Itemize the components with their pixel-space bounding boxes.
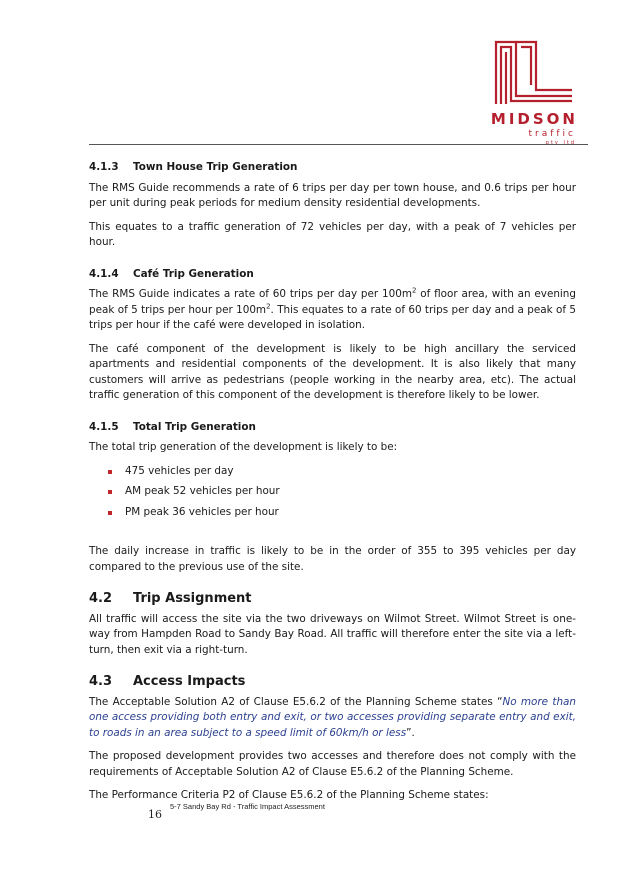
- paragraph: The proposed development provides two accesses and therefore does not comply with the requirements of Acceptable Solution A2 of Clause E5.6.2 of the Planning Scheme.: [89, 750, 576, 778]
- section-number: 4.3: [89, 674, 113, 689]
- section-number: 4.1.5: [89, 420, 119, 433]
- bullet-icon: [108, 470, 112, 474]
- text-run: . This equates to a rate of 60 trips per day and a peak of 5 trips per hour if the café were developed in isolation.: [89, 303, 576, 331]
- text-run: ”.: [406, 726, 415, 739]
- list-item: [89, 464, 576, 480]
- section-title: Total Trip Generation: [133, 420, 256, 433]
- heading-4-1-5: [89, 420, 576, 436]
- bullet-list: [89, 464, 576, 521]
- bullet-icon: [108, 490, 112, 494]
- section-number: 4.2: [89, 591, 113, 606]
- midson-logo-mark: [492, 38, 576, 106]
- section-title: Town House Trip Generation: [133, 161, 298, 173]
- paragraph: [89, 287, 576, 334]
- section-title: Trip Assignment: [133, 591, 252, 606]
- heading-4-1-3: [89, 160, 576, 176]
- list-item: [89, 505, 576, 521]
- paragraph: [89, 695, 576, 742]
- logo-subtitle: traffic: [528, 129, 576, 139]
- paragraph: This equates to a traffic generation of 72 vehicles per day, with a peak of 7 vehicles per hour.: [89, 220, 576, 248]
- superscript: 2: [411, 286, 417, 295]
- list-item-text: 475 vehicles per day: [125, 464, 234, 477]
- text-run: The Acceptable Solution A2 of Clause E5.6.2 of the Planning Scheme states “: [89, 695, 503, 708]
- list-item-text: AM peak 52 vehicles per hour: [125, 485, 280, 497]
- section-title: Café Trip Generation: [133, 267, 254, 280]
- paragraph: The Performance Criteria P2 of Clause E5.6.2 of the Planning Scheme states:: [89, 789, 489, 801]
- heading-4-1-4: [89, 267, 576, 283]
- bullet-icon: [108, 511, 112, 515]
- text-run: of floor area, with an evening peak of 5 trips per hour per 100m: [89, 288, 576, 316]
- footer-title: 5-7 Sandy Bay Rd - Traffic Impact Assessment: [170, 802, 325, 811]
- list-item-text: PM peak 36 vehicles per hour: [125, 505, 279, 518]
- section-number: 4.1.3: [89, 161, 119, 173]
- header-divider: [89, 144, 588, 145]
- paragraph: The daily increase in traffic is likely to be in the order of 355 to 395 vehicles per day compared to the previous use of the site.: [89, 545, 576, 573]
- page-number: 16: [148, 808, 162, 821]
- logo-subtitle-small: pty ltd: [545, 140, 576, 146]
- page-body: [89, 150, 576, 812]
- quoted-clause: No more than one access providing both entry and exit, or two accesses providing separate entry and exit, to roads in an area subject to a speed limit of 60km/h or less: [89, 695, 577, 739]
- paragraph: All traffic will access the site via the two driveways on Wilmot Street. Wilmot Street is one-way from Hampden Road to Sandy Bay Road. All traffic will therefore enter the site via a left- turn, then exit via a right-turn.: [89, 612, 576, 656]
- section-number: 4.1.4: [89, 267, 119, 280]
- section-title: Access Impacts: [133, 674, 246, 689]
- paragraph: The café component of the development is likely to be high ancillary the serviced apartments and residential components of the development. It is also likely that many customers will arrive as pedestrians (people working in the nearby area, etc). The actual traffic generation of this component of the development is therefore likely to be lower.: [89, 342, 576, 401]
- paragraph: The total trip generation of the development is likely to be:: [89, 441, 398, 453]
- heading-4-3: [89, 674, 576, 690]
- paragraph: The RMS Guide recommends a rate of 6 trips per day per town house, and 0.6 trips per hour per unit during peak periods for medium density residential developments.: [89, 181, 576, 209]
- superscript: 2: [266, 302, 271, 311]
- text-run: The RMS Guide indicates a rate of 60 trips per day per 100m: [89, 288, 412, 300]
- heading-4-2: [89, 591, 576, 607]
- logo-wordmark: MIDSON: [490, 110, 578, 128]
- list-item: [89, 484, 576, 500]
- midson-logo: [486, 38, 582, 148]
